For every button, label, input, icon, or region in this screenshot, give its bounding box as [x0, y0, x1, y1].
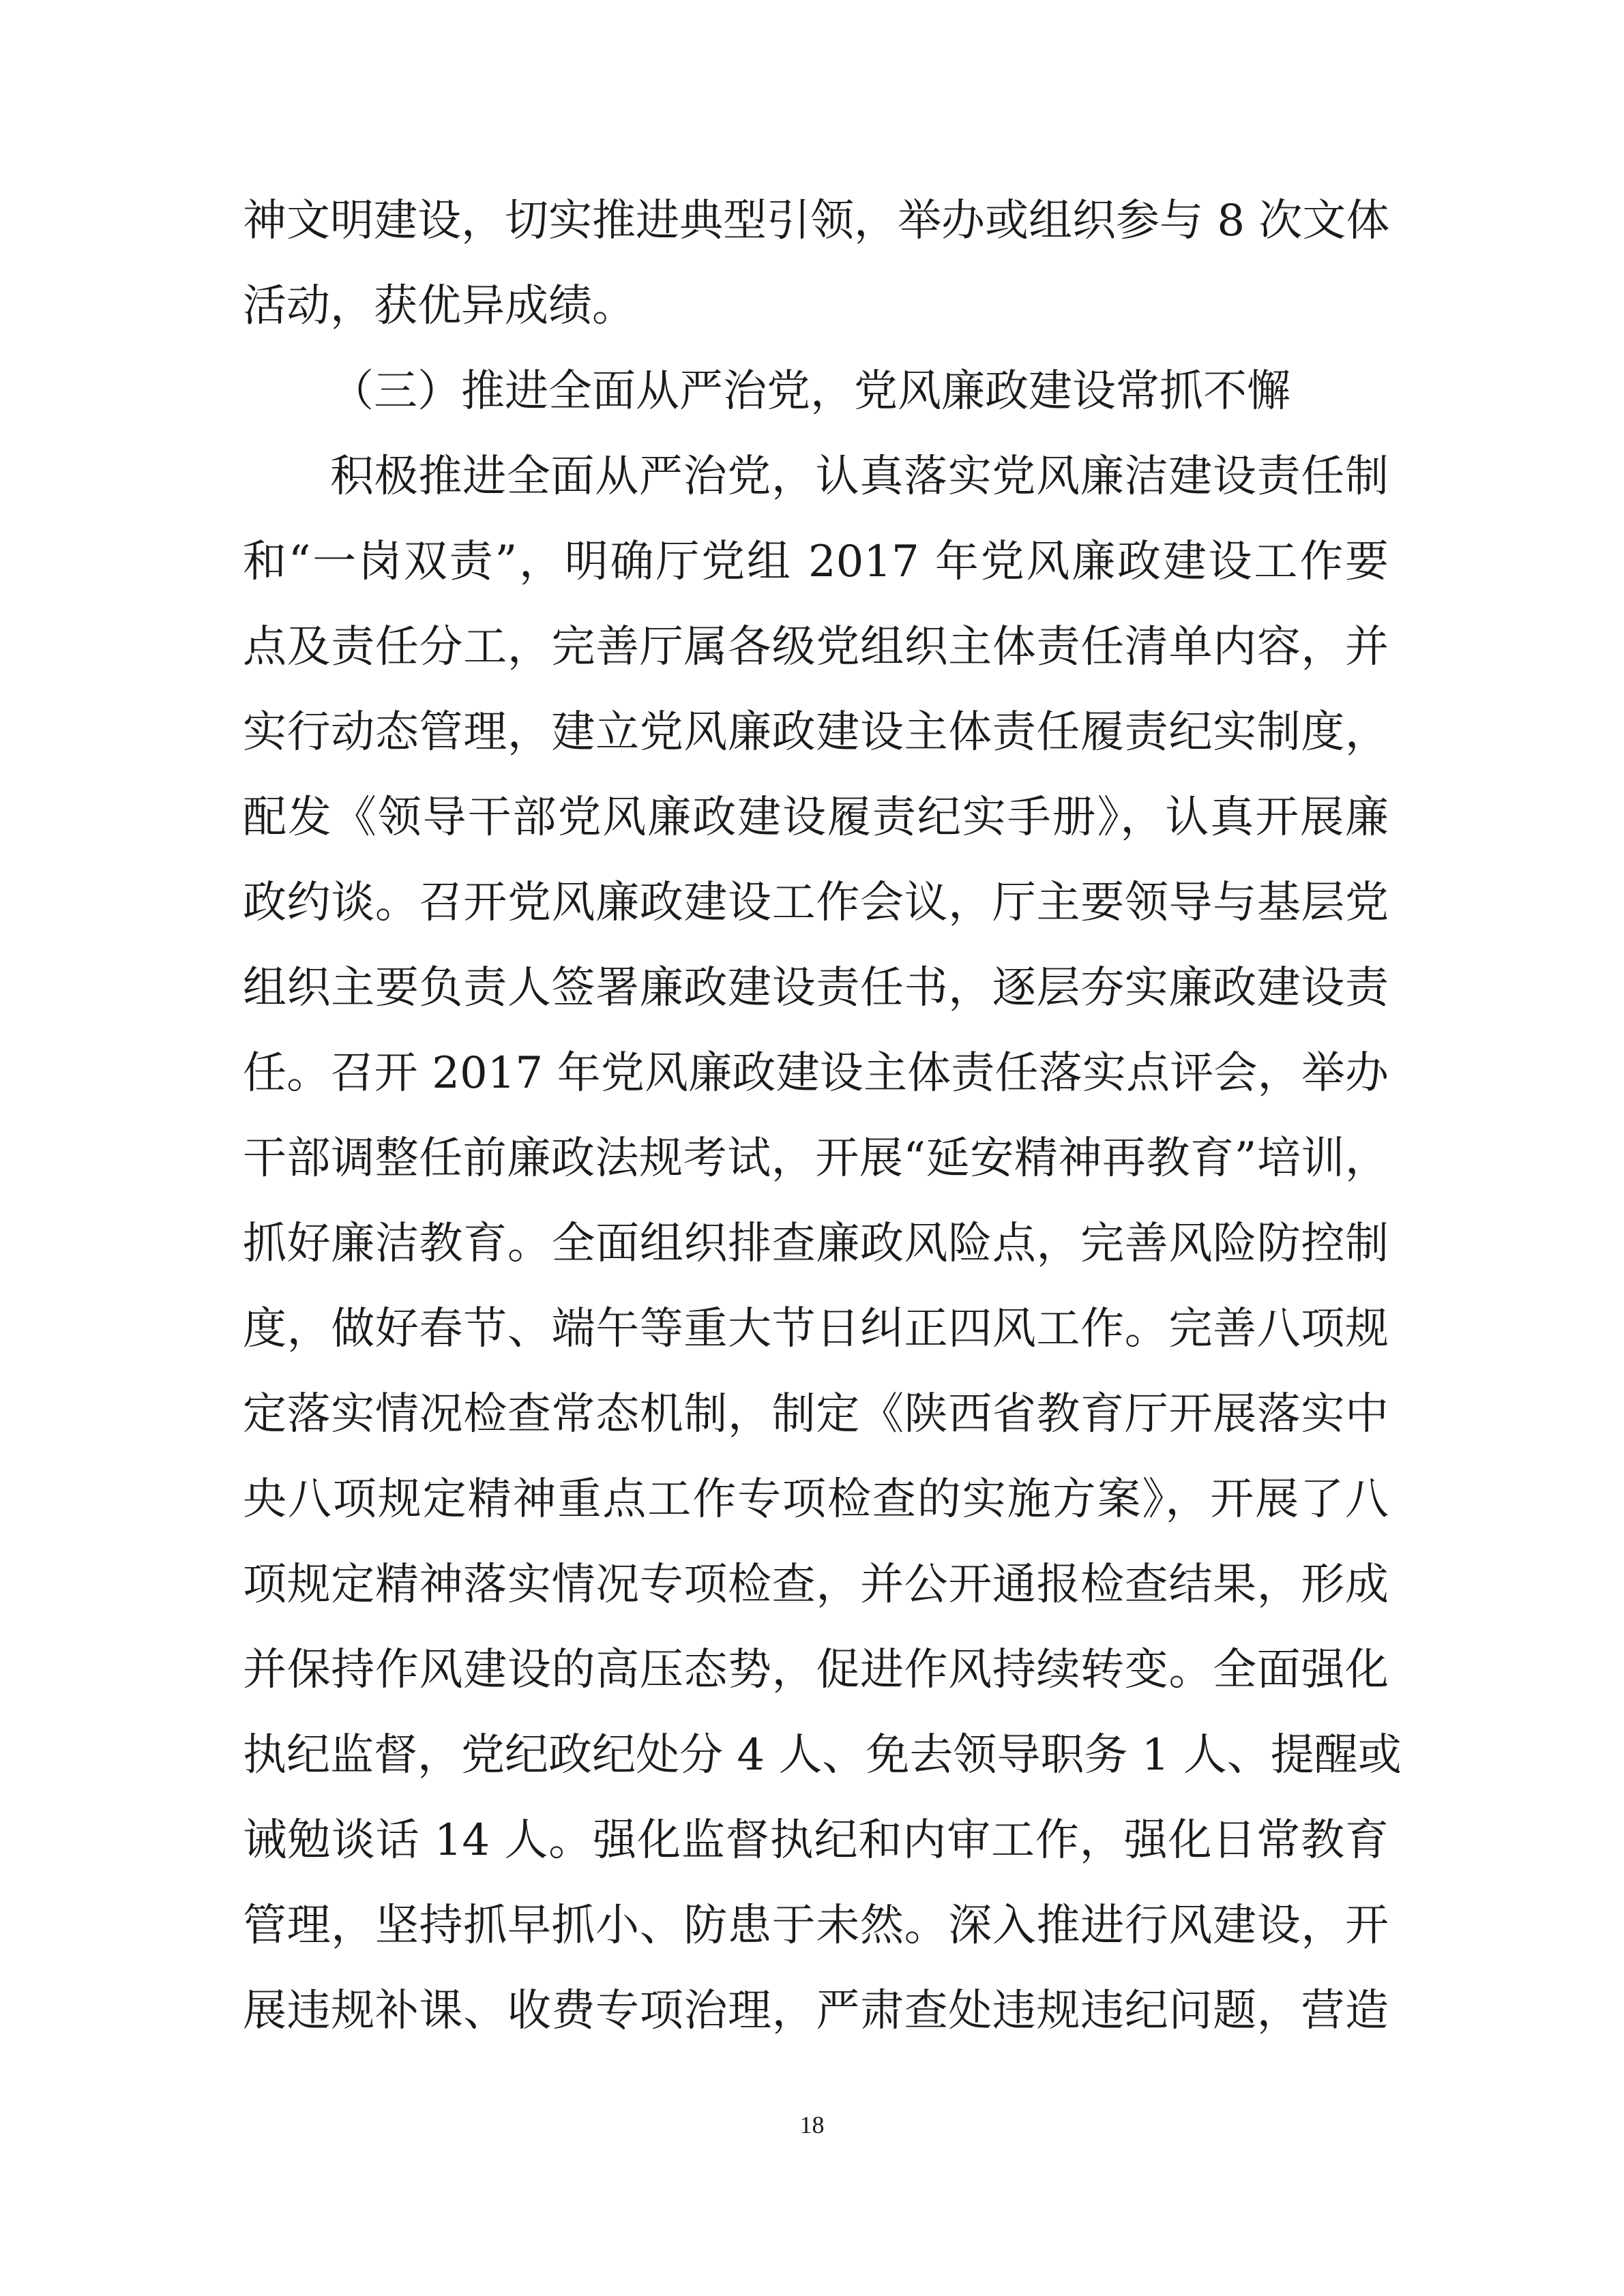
body-text: [243, 179, 1402, 2054]
text-line: 定落实情况检查常态机制，制定《陕西省教育厅开展落实中: [243, 1389, 1389, 1440]
text-line: 度，做好春节、端午等重大节日纠正四风工作。完善八项规: [243, 1304, 1389, 1354]
text-line: 活动，获优异成绩。: [243, 281, 636, 331]
text-line: 配发《领导干部党风廉政建设履责纪实手册》，认真开展廉: [243, 792, 1389, 843]
text-line: 组织主要负责人签署廉政建设责任书，逐层夯实廉政建设责: [243, 963, 1389, 1013]
page-number: 18: [799, 2111, 825, 2138]
text-line: 干部调整任前廉政法规考试，开展“延安精神再教育”培训，: [243, 1133, 1389, 1184]
text-line: 诫勉谈话 14 人。强化监督执纪和内审工作，强化日常教育: [243, 1815, 1389, 1866]
text-line: 项规定精神落实情况专项检查，并公开通报检查结果，形成: [243, 1560, 1389, 1610]
text-line: 管理，坚持抓早抓小、防患于未然。深入推进行风建设，开: [243, 1900, 1389, 1951]
text-line: 政约谈。召开党风廉政建设工作会议，厅主要领导与基层党: [243, 878, 1389, 928]
text-line: 任。召开 2017 年党风廉政建设主体责任落实点评会，举办: [243, 1048, 1389, 1099]
text-line: 抓好廉洁教育。全面组织排查廉政风险点，完善风险防控制: [243, 1219, 1389, 1269]
text-line: 执纪监督，党纪政纪处分 4 人、免去领导职务 1 人、提醒或: [243, 1730, 1402, 1780]
text-line: 并保持作风建设的高压态势，促进作风持续转变。全面强化: [243, 1645, 1389, 1695]
text-line: 神文明建设，切实推进典型引领，举办或组织参与 8 次文体: [243, 196, 1390, 246]
text-line: 点及责任分工，完善厅属各级党组织主体责任清单内容，并: [243, 622, 1389, 672]
paragraph-first-line: 积极推进全面从严治党，认真落实党风廉洁建设责任制: [330, 451, 1389, 502]
section-heading: （三）推进全面从严治党，党风廉政建设常抓不懈: [330, 366, 1290, 417]
text-line: 实行动态管理，建立党风廉政建设主体责任履责纪实制度，: [243, 707, 1389, 758]
text-line: 和“一岗双责”，明确厅党组 2017 年党风廉政建设工作要: [243, 537, 1389, 587]
text-line: 展违规补课、收费专项治理，严肃查处违规违纪问题，营造: [243, 1986, 1389, 2036]
text-line: 央八项规定精神重点工作专项检查的实施方案》，开展了八: [243, 1474, 1389, 1525]
